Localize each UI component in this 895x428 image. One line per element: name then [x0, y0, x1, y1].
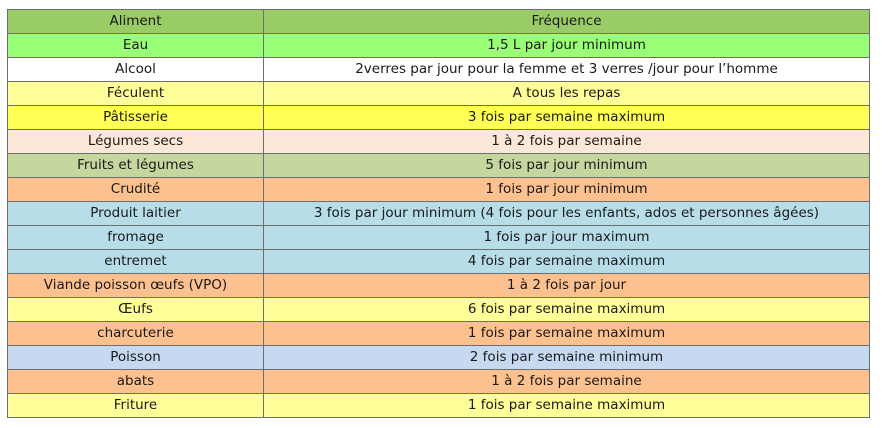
cell-frequence: 4 fois par semaine maximum	[264, 250, 870, 274]
table-body	[8, 34, 870, 418]
cell-frequence: 1 à 2 fois par semaine	[264, 370, 870, 394]
cell-aliment: Crudité	[8, 178, 264, 202]
cell-frequence: 1 fois par jour minimum	[264, 178, 870, 202]
table-row	[8, 130, 870, 154]
table-row	[8, 202, 870, 226]
cell-frequence: 6 fois par semaine maximum	[264, 298, 870, 322]
cell-aliment: Viande poisson œufs (VPO)	[8, 274, 264, 298]
table-row	[8, 370, 870, 394]
cell-frequence: 1 fois par semaine maximum	[264, 394, 870, 418]
table-row	[8, 274, 870, 298]
table-row	[8, 178, 870, 202]
cell-frequence: 5 fois par jour minimum	[264, 154, 870, 178]
table-row	[8, 154, 870, 178]
table-row	[8, 322, 870, 346]
cell-aliment: fromage	[8, 226, 264, 250]
cell-aliment: charcuterie	[8, 322, 264, 346]
cell-frequence: 1,5 L par jour minimum	[264, 34, 870, 58]
food-frequency-table	[7, 9, 870, 418]
cell-aliment: Pâtisserie	[8, 106, 264, 130]
cell-frequence: 3 fois par jour minimum (4 fois pour les enfants, ados et personnes âgées)	[264, 202, 870, 226]
cell-aliment: Eau	[8, 34, 264, 58]
cell-aliment: abats	[8, 370, 264, 394]
cell-aliment: Poisson	[8, 346, 264, 370]
table-row	[8, 394, 870, 418]
header-aliment: Aliment	[8, 10, 264, 34]
cell-aliment: Alcool	[8, 58, 264, 82]
cell-frequence: 1 à 2 fois par semaine	[264, 130, 870, 154]
cell-aliment: Produit laitier	[8, 202, 264, 226]
cell-aliment: entremet	[8, 250, 264, 274]
cell-frequence: 3 fois par semaine maximum	[264, 106, 870, 130]
table-row	[8, 346, 870, 370]
table-container	[7, 9, 870, 418]
table-row	[8, 250, 870, 274]
table-row	[8, 82, 870, 106]
cell-frequence: 2 fois par semaine minimum	[264, 346, 870, 370]
cell-frequence: 1 à 2 fois par jour	[264, 274, 870, 298]
cell-aliment: Féculent	[8, 82, 264, 106]
table-row	[8, 298, 870, 322]
cell-frequence: 2verres par jour pour la femme et 3 verres /jour pour l’homme	[264, 58, 870, 82]
cell-aliment: Friture	[8, 394, 264, 418]
header-frequence: Fréquence	[264, 10, 870, 34]
table-row	[8, 106, 870, 130]
table-row	[8, 34, 870, 58]
cell-frequence: A tous les repas	[264, 82, 870, 106]
cell-aliment: Fruits et légumes	[8, 154, 264, 178]
table-header-row	[8, 10, 870, 34]
cell-aliment: Œufs	[8, 298, 264, 322]
cell-frequence: 1 fois par semaine maximum	[264, 322, 870, 346]
table-row	[8, 58, 870, 82]
cell-aliment: Légumes secs	[8, 130, 264, 154]
cell-frequence: 1 fois par jour maximum	[264, 226, 870, 250]
table-row	[8, 226, 870, 250]
